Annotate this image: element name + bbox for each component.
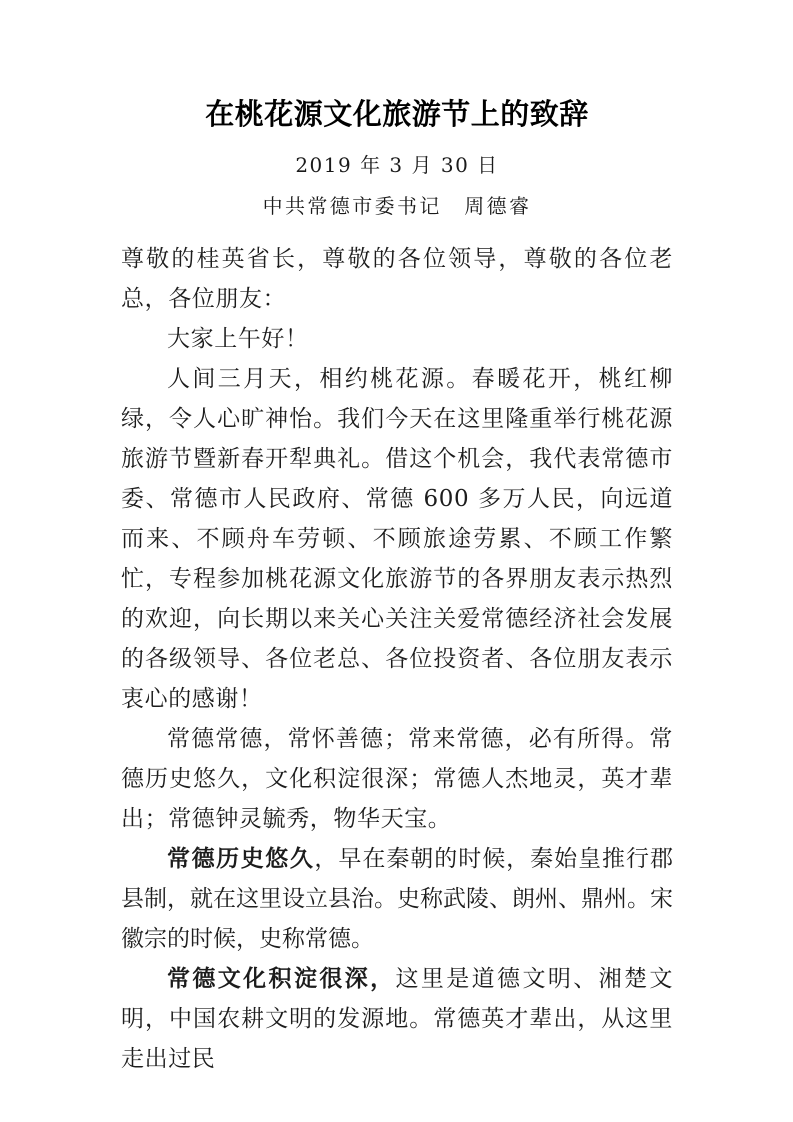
document-byline: 中共常德市委书记 周德睿: [262, 194, 532, 218]
page-title: 在桃花源文化旅游节上的致辞: [205, 97, 589, 131]
paragraph-greeting: 大家上午好！: [167, 326, 309, 352]
paragraph-welcome: 人间三月天，相约桃花源。春暖花开，桃红柳绿，令人心旷神怡。我们今天在这里隆重举行桃花源旅游节暨新春开犁典礼。借这个机会，我代表常德市委、常德市人民政府、常德 600 多万人民，向远道而来、不顾舟车劳顿、不顾旅途劳累、不顾工作繁忙，专程参加桃花源文化旅游节的各界朋友表示热烈的欢迎，向长期以来关心关注关爱常德经济社会发展的各级领导、各位老总、各位投资者、各位朋友表示衷心的感谢！: [121, 366, 673, 712]
paragraph-history: [121, 839, 673, 959]
document-date: 2019 年 3 月 30 日: [295, 153, 499, 177]
paragraph-culture: [121, 959, 673, 1079]
paragraph-salutation: 尊敬的桂英省长，尊敬的各位领导，尊敬的各位老总，各位朋友：: [121, 246, 673, 312]
paragraph-culture-text: 这里是道德文明、湘楚文明，中国农耕文明的发源地。常德英才辈出，从这里走出过民: [121, 966, 673, 1072]
paragraph-history-text: ，早在秦朝的时候，秦始皇推行郡县制，就在这里设立县治。史称武陵、朗州、鼎州。宋徽宗的时候，史称常德。: [121, 846, 673, 952]
document-body: [121, 222, 673, 1079]
paragraph-culture-lead: 常德文化积淀很深，: [167, 965, 396, 992]
paragraph-history-lead: 常德历史悠久: [167, 845, 315, 872]
paragraph-changde-virtue: 常德常德，常怀善德；常来常德，必有所得。常德历史悠久，文化积淀很深；常德人杰地灵，英才辈出；常德钟灵毓秀，物华天宝。: [121, 726, 673, 832]
document-content: [121, 0, 673, 1079]
